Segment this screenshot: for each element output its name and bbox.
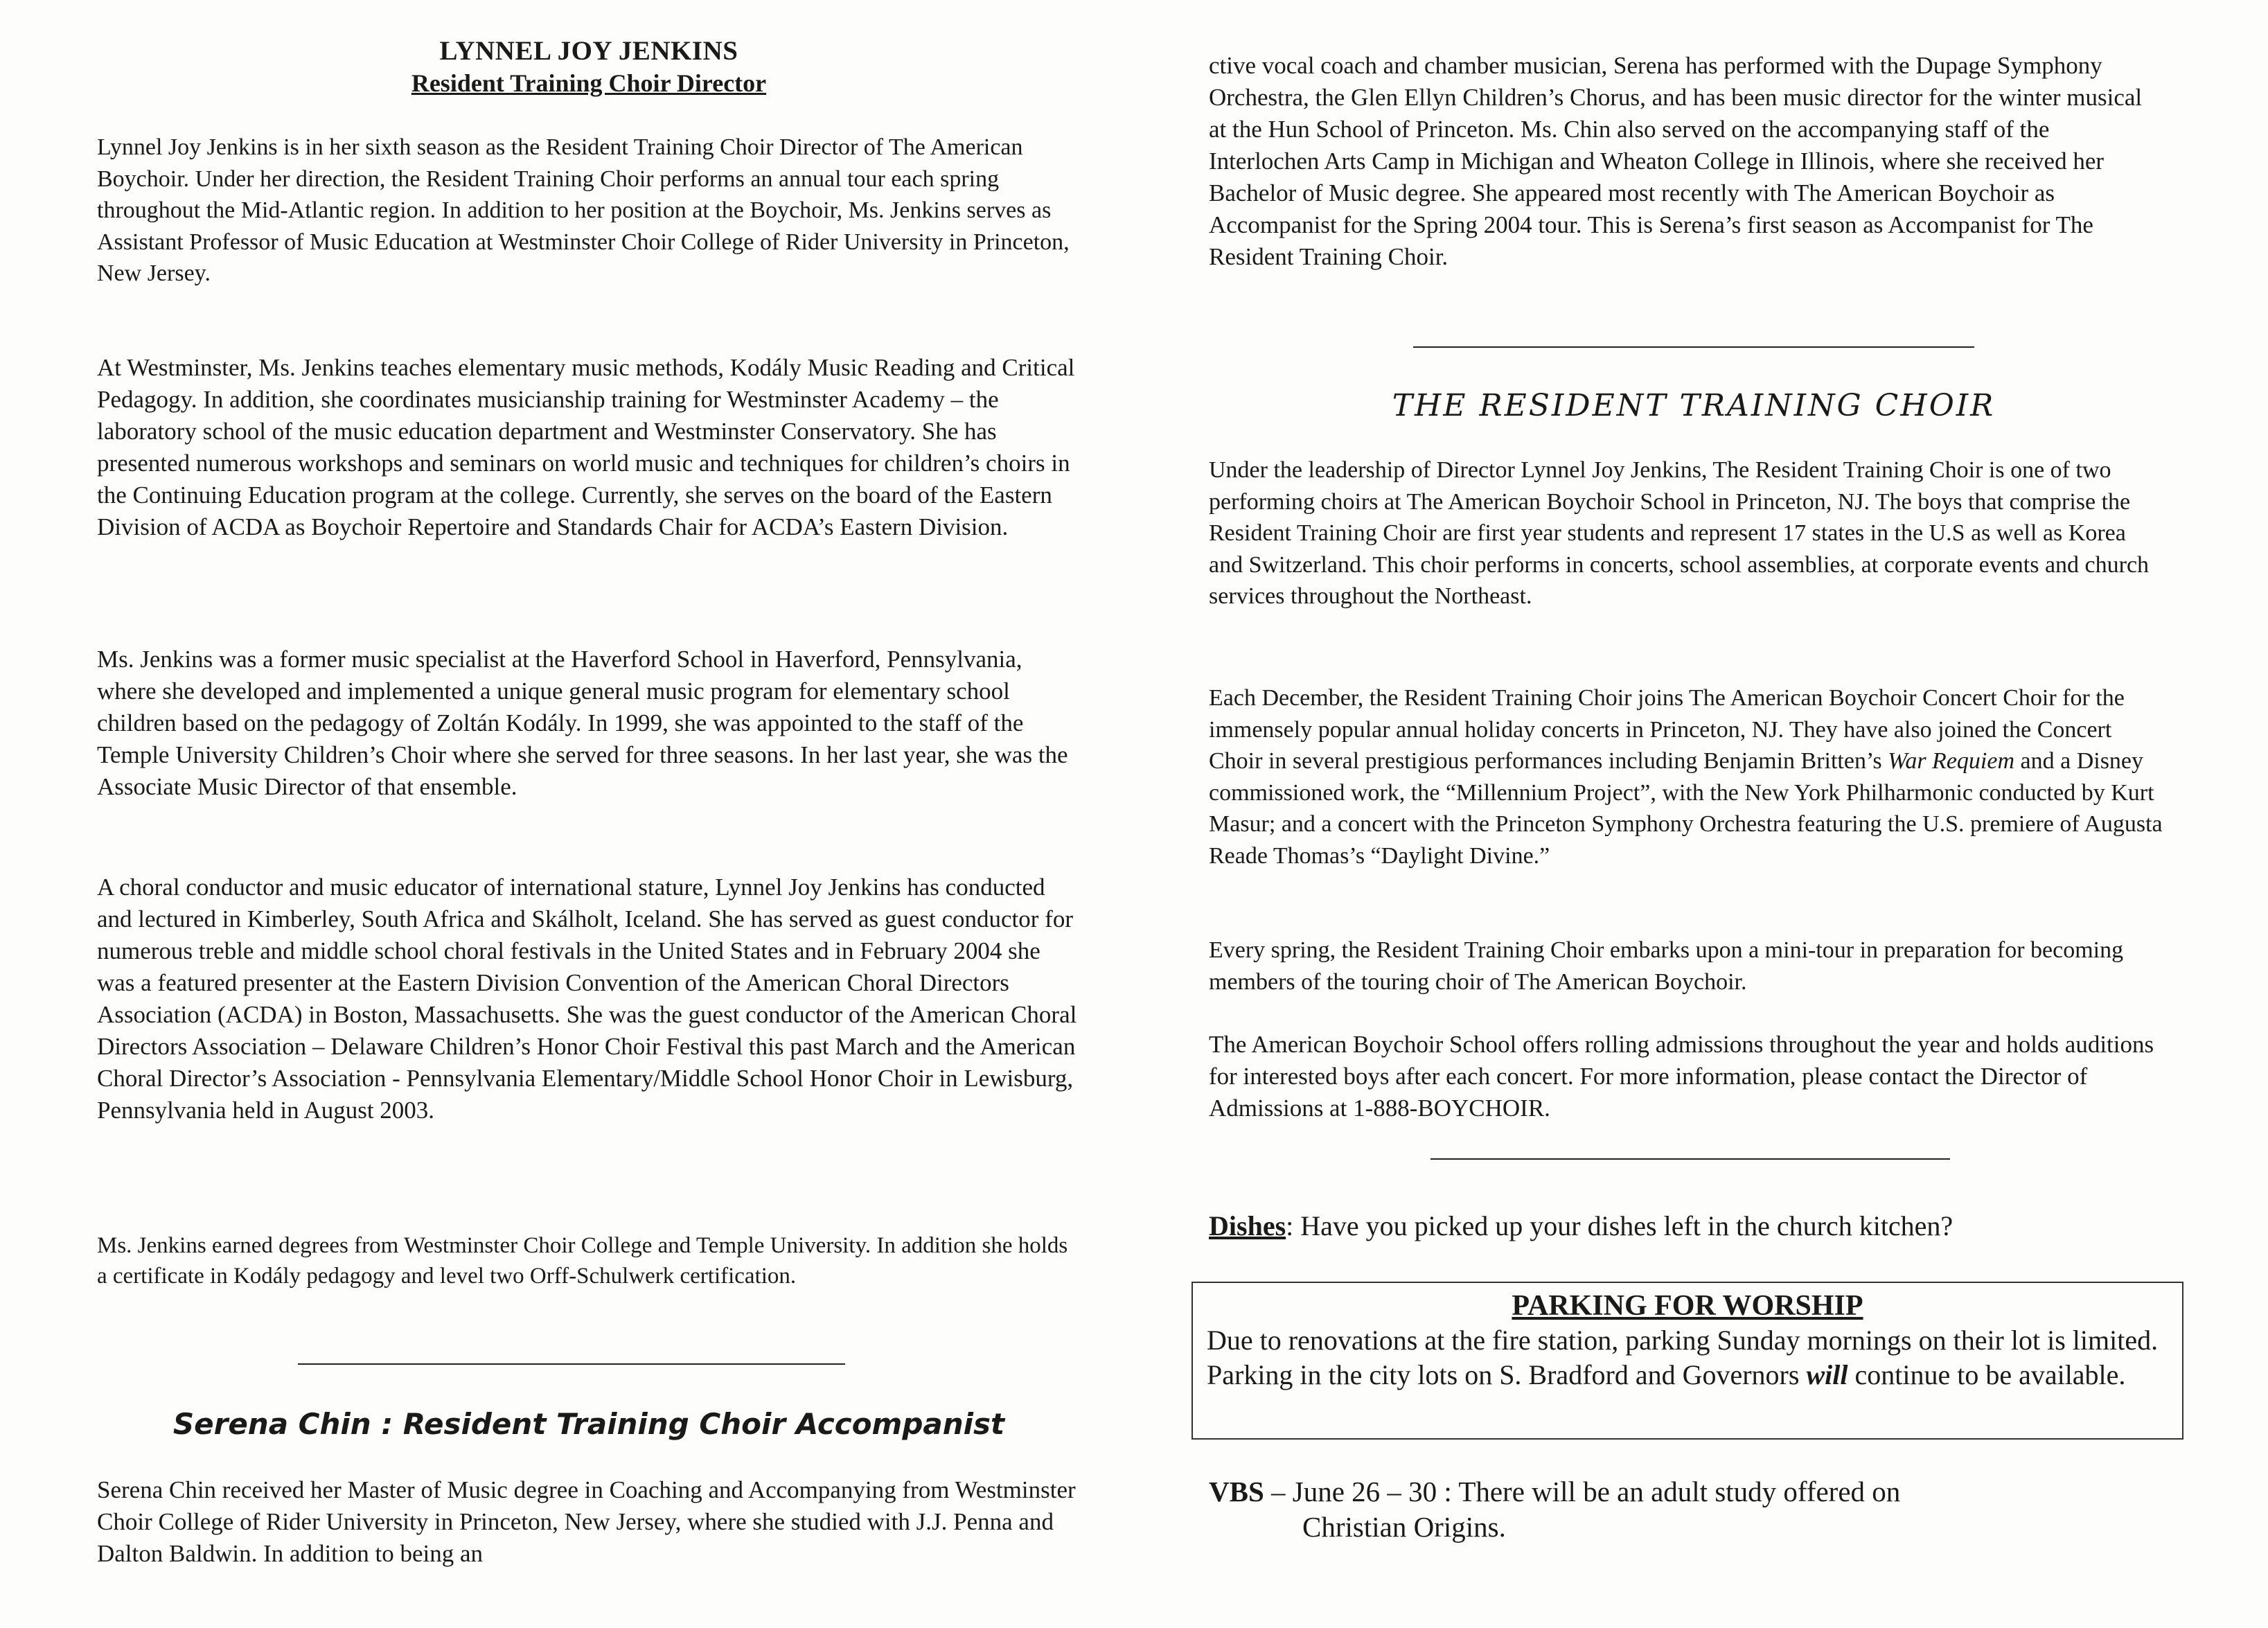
choir-paragraph-2 — [1209, 682, 2165, 871]
accompanist-heading: Serena Chin : Resident Training Choir Accompanist — [172, 1407, 1005, 1441]
parking-title: PARKING FOR WORSHIP — [1512, 1290, 1863, 1322]
dishes-label: Dishes — [1209, 1210, 1286, 1241]
choir-paragraph-2-start: Each December, the Resident Training Choir joins The American Boychoir Concert Choir for the immensely popular annual holiday concerts in Princeton, NJ. They have also joined the Concert Choir in several prestigious performances including Benjamin Britten’s — [1209, 685, 2125, 774]
accompanist-paragraph: Serena Chin received her Master of Music degree in Coaching and Accompanying from Westminster Choir College of Rider University in Princeton, New Jersey, where she studied with J.J. Penna and Dalton Baldwin. In addition to being an — [97, 1476, 1076, 1567]
dishes-text: : Have you picked up your dishes left in the church kitchen? — [1286, 1210, 1954, 1241]
choir-paragraph-3: Every spring, the Resident Training Choir embarks upon a mini-tour in preparation for becoming members of the touring choir of The American Boychoir. — [1209, 937, 2124, 995]
section-divider — [298, 1363, 845, 1365]
bio-paragraph-3: Ms. Jenkins was a former music specialist at the Haverford School in Haverford, Pennsylvania, where she developed and implemented a unique general music program for elementary school children based on the pedagogy of Zoltán Kodály. In 1999, she was appointed to the staff of the Temple University Children’s Choir where she served for three seasons. In her last year, she was the Associate Music Director of that ensemble. — [97, 646, 1068, 800]
bio-paragraph-1: Lynnel Joy Jenkins is in her sixth season as the Resident Training Choir Director of The American Boychoir. Under her direction, the Resident Training Choir performs an annual tour each spring throughout the Mid-Atlantic region. In addition to her position at the Boychoir, Ms. Jenkins serves as Assistant Professor of Music Education at Westminster Choir College of Rider University in Princeton, New Jersey. — [97, 134, 1070, 286]
bio-paragraph-2: At Westminster, Ms. Jenkins teaches elementary music methods, Kodály Music Reading and Critical Pedagogy. In addition, she coordinates musicianship training for Westminster Academy – the laboratory school of the music education department and Westminster Conservatory. She has presented numerous workshops and seminars on world music and techniques for children’s choirs in the Continuing Education program at the college. Currently, she serves on the board of the Eastern Division of ACDA as Boychoir Repertoire and Standards Chair for ACDA’s Eastern Division. — [97, 354, 1075, 540]
parking-text-start: Due to renovations at the fire station, parking Sunday mornings on their lot is limited. Parking in the city lots on S. Bradford and Governors — [1207, 1325, 2159, 1390]
page-title: LYNNEL JOY JENKINS — [439, 36, 738, 66]
war-requiem-title: War Requiem — [1888, 748, 2015, 774]
vbs-line-1 — [1209, 1474, 2179, 1510]
vbs-label: VBS — [1209, 1476, 1264, 1507]
parking-emphasis: will — [1806, 1359, 1848, 1390]
page-subtitle: Resident Training Choir Director — [411, 69, 767, 97]
dishes-notice — [1209, 1209, 2179, 1244]
section-divider — [1413, 346, 1974, 348]
admissions-paragraph: The American Boychoir School offers rolling admissions throughout the year and holds auditions for interested boys after each concert. For more information, please contact the Director of Admissions at 1-888-BOYCHOIR. — [1209, 1031, 2154, 1122]
bio-paragraph-5: Ms. Jenkins earned degrees from Westminster Choir College and Temple University. In addition she holds a certificate in Kodály pedagogy and level two Orff-Schulwerk certification. — [97, 1233, 1068, 1289]
bio-paragraph-4: A choral conductor and music educator of international stature, Lynnel Joy Jenkins has conducted and lectured in Kimberley, South Africa and Skálholt, Iceland. She has served as guest conductor for numerous treble and middle school choral festivals in the United States and in February 2004 she was a featured presenter at the Eastern Division Convention of the American Choral Directors Association (ACDA) in Boston, Massachusetts. She was the guest conductor of the American Choral Directors Association – Delaware Children’s Honor Choir Festival this past March and the American Choral Director’s Association - Pennsylvania Elementary/Middle School Honor Choir in Lewisburg, Pennsylvania held in August 2003. — [97, 874, 1077, 1124]
vbs-notice — [1209, 1474, 2179, 1545]
choir-paragraph-2-end: and a Disney commissioned work, the “Millennium Project”, with the New York Philharmonic conducted by Kurt Masur; and a concert with the Princeton Symphony Orchestra featuring the U.S. premiere of Augusta Reade Thomas’s “Daylight Divine.” — [1209, 748, 2163, 869]
vbs-line-2: Christian Origins. — [1302, 1511, 1506, 1543]
parking-text-end: continue to be available. — [1848, 1359, 2126, 1390]
choir-heading: THE RESIDENT TRAINING CHOIR — [1392, 388, 1996, 423]
bio-header — [97, 35, 1081, 98]
accompanist-paragraph-continued: ctive vocal coach and chamber musician, Serena has performed with the Dupage Symphony Orchestra, the Glen Ellyn Children’s Chorus, and has been music director for the winter musical at the Hun School of Princeton. Ms. Chin also served on the accompanying staff of the Interlochen Arts Camp in Michigan and Wheaton College in Illinois, where she received her Bachelor of Music degree. She appeared most recently with The American Boychoir as Accompanist for the Spring 2004 tour. This is Serena’s first season as Accompanist for The Resident Training Choir. — [1209, 52, 2143, 270]
parking-notice-box — [1191, 1282, 2183, 1440]
vbs-text: – June 26 – 30 : There will be an adult study offered on — [1264, 1476, 1901, 1507]
parking-text — [1207, 1323, 2168, 1392]
choir-paragraph-1: Under the leadership of Director Lynnel Joy Jenkins, The Resident Training Choir is one of two performing choirs at The American Boychoir School in Princeton, NJ. The boys that comprise the Resident Training Choir are first year students and represent 17 states in the U.S as well as Korea and Switzerland. This choir performs in concerts, school assemblies, at corporate events and church services throughout the Northeast. — [1209, 457, 2150, 609]
section-divider — [1430, 1158, 1950, 1160]
